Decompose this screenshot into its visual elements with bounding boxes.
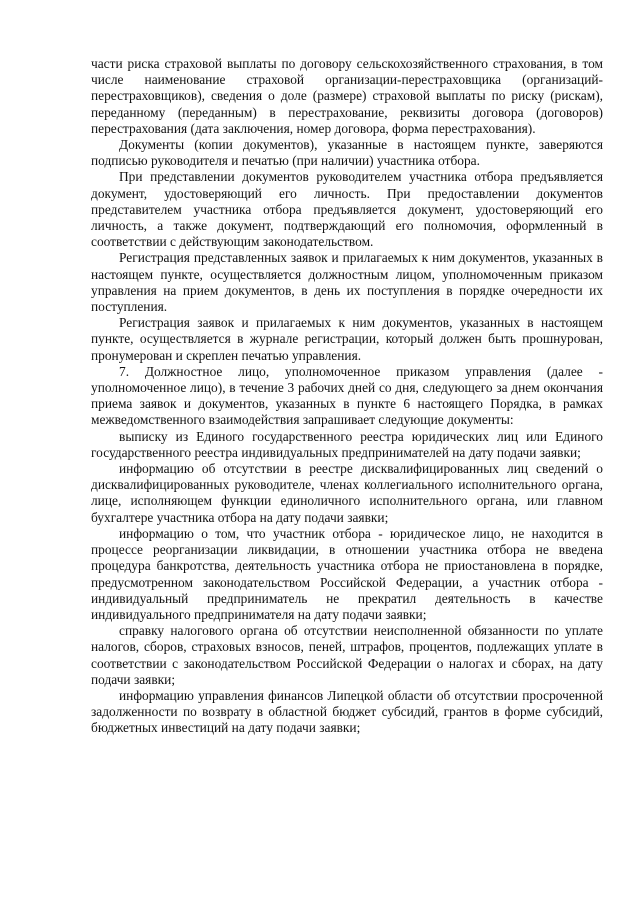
paragraph-document-certification: Документы (копии документов), указанные в настоящем пункте, заверяются подписью руководителя и печатью (при наличии) участника отбора. [91,137,603,169]
paragraph-identity-documents: При представлении документов руководителем участника отбора предъявляется документ, удостоверяющий его личность. При предоставлении документов представителем участника отбора предъявляется документ, удостоверяющий его личность, а также документ, подтверждающий его полномочия, оформленный в соответствии с действующим законодательством. [91,169,603,250]
list-item-finance-debt-info: информацию управления финансов Липецкой области об отсутствии просроченной задолженности по возврату в областной бюджет субсидий, грантов в форме субсидий, бюджетных инвестиций на дату подачи заявки; [91,687,603,736]
list-item-disqualified-persons: информацию об отсутствии в реестре дисквалифицированных лиц сведений о дисквалифицированных руководителе, членах коллегиального исполнительного органа, лице, исполняющем функции единоличного исполнительного органа, или главном бухгалтере участника отбора на дату подачи заявки; [91,461,603,525]
document-page [91,56,603,737]
paragraph-registration-journal: Регистрация заявок и прилагаемых к ним документов, указанных в настоящем пункте, осуществляется в журнале регистрации, который должен быть прошнурован, пронумерован и скреплен печатью управления. [91,315,603,363]
list-item-registry-extract: выписку из Единого государственного реестра юридических лиц или Единого государственного реестра индивидуальных предпринимателей на дату подачи заявки; [91,428,603,460]
paragraph-reinsurance-info: части риска страховой выплаты по договору сельскохозяйственного страхования, в том числе наименование страховой организации-перестраховщика (организаций-перестраховщиков), сведения о доле (размере) страховой выплаты по риску (рискам), переданному (переданным) в перестрахование, реквизиты договора (договоров) перестрахования (дата заключения, номер договора, форма перестрахования). [91,56,603,136]
paragraph-item-7: 7. Должностное лицо, уполномоченное приказом управления (далее - уполномоченное лицо), в течение 3 рабочих дней со дня, следующего за днем окончания приема заявок и документов, указанных в пункте 6 настоящего Порядка, в рамках межведомственного взаимодействия запрашивает следующие документы: [91,363,603,428]
paragraph-application-registration: Регистрация представленных заявок и прилагаемых к ним документов, указанных в настоящем пункте, осуществляется должностным лицом, уполномоченным приказом управления на прием документов, в день их поступления в порядке очередности их поступления. [91,250,603,315]
list-item-tax-certificate: справку налогового органа об отсутствии неисполненной обязанности по уплате налогов, сборов, страховых взносов, пеней, штрафов, процентов, подлежащих уплате в соответствии с законодательством Российской Федерации о налогах и сборах, на дату подачи заявки; [91,623,603,687]
list-item-reorganization-status: информацию о том, что участник отбора - юридическое лицо, не находится в процессе реорганизации ликвидации, в отношении участника отбора не введена процедура банкротства, деятельность участника отбора не приостановлена в порядке, предусмотренном законодательством Российской Федерации, а участник отбора - индивидуальный предприниматель не прекратил деятельность в качестве индивидуального предпринимателя на дату подачи заявки; [91,525,603,622]
